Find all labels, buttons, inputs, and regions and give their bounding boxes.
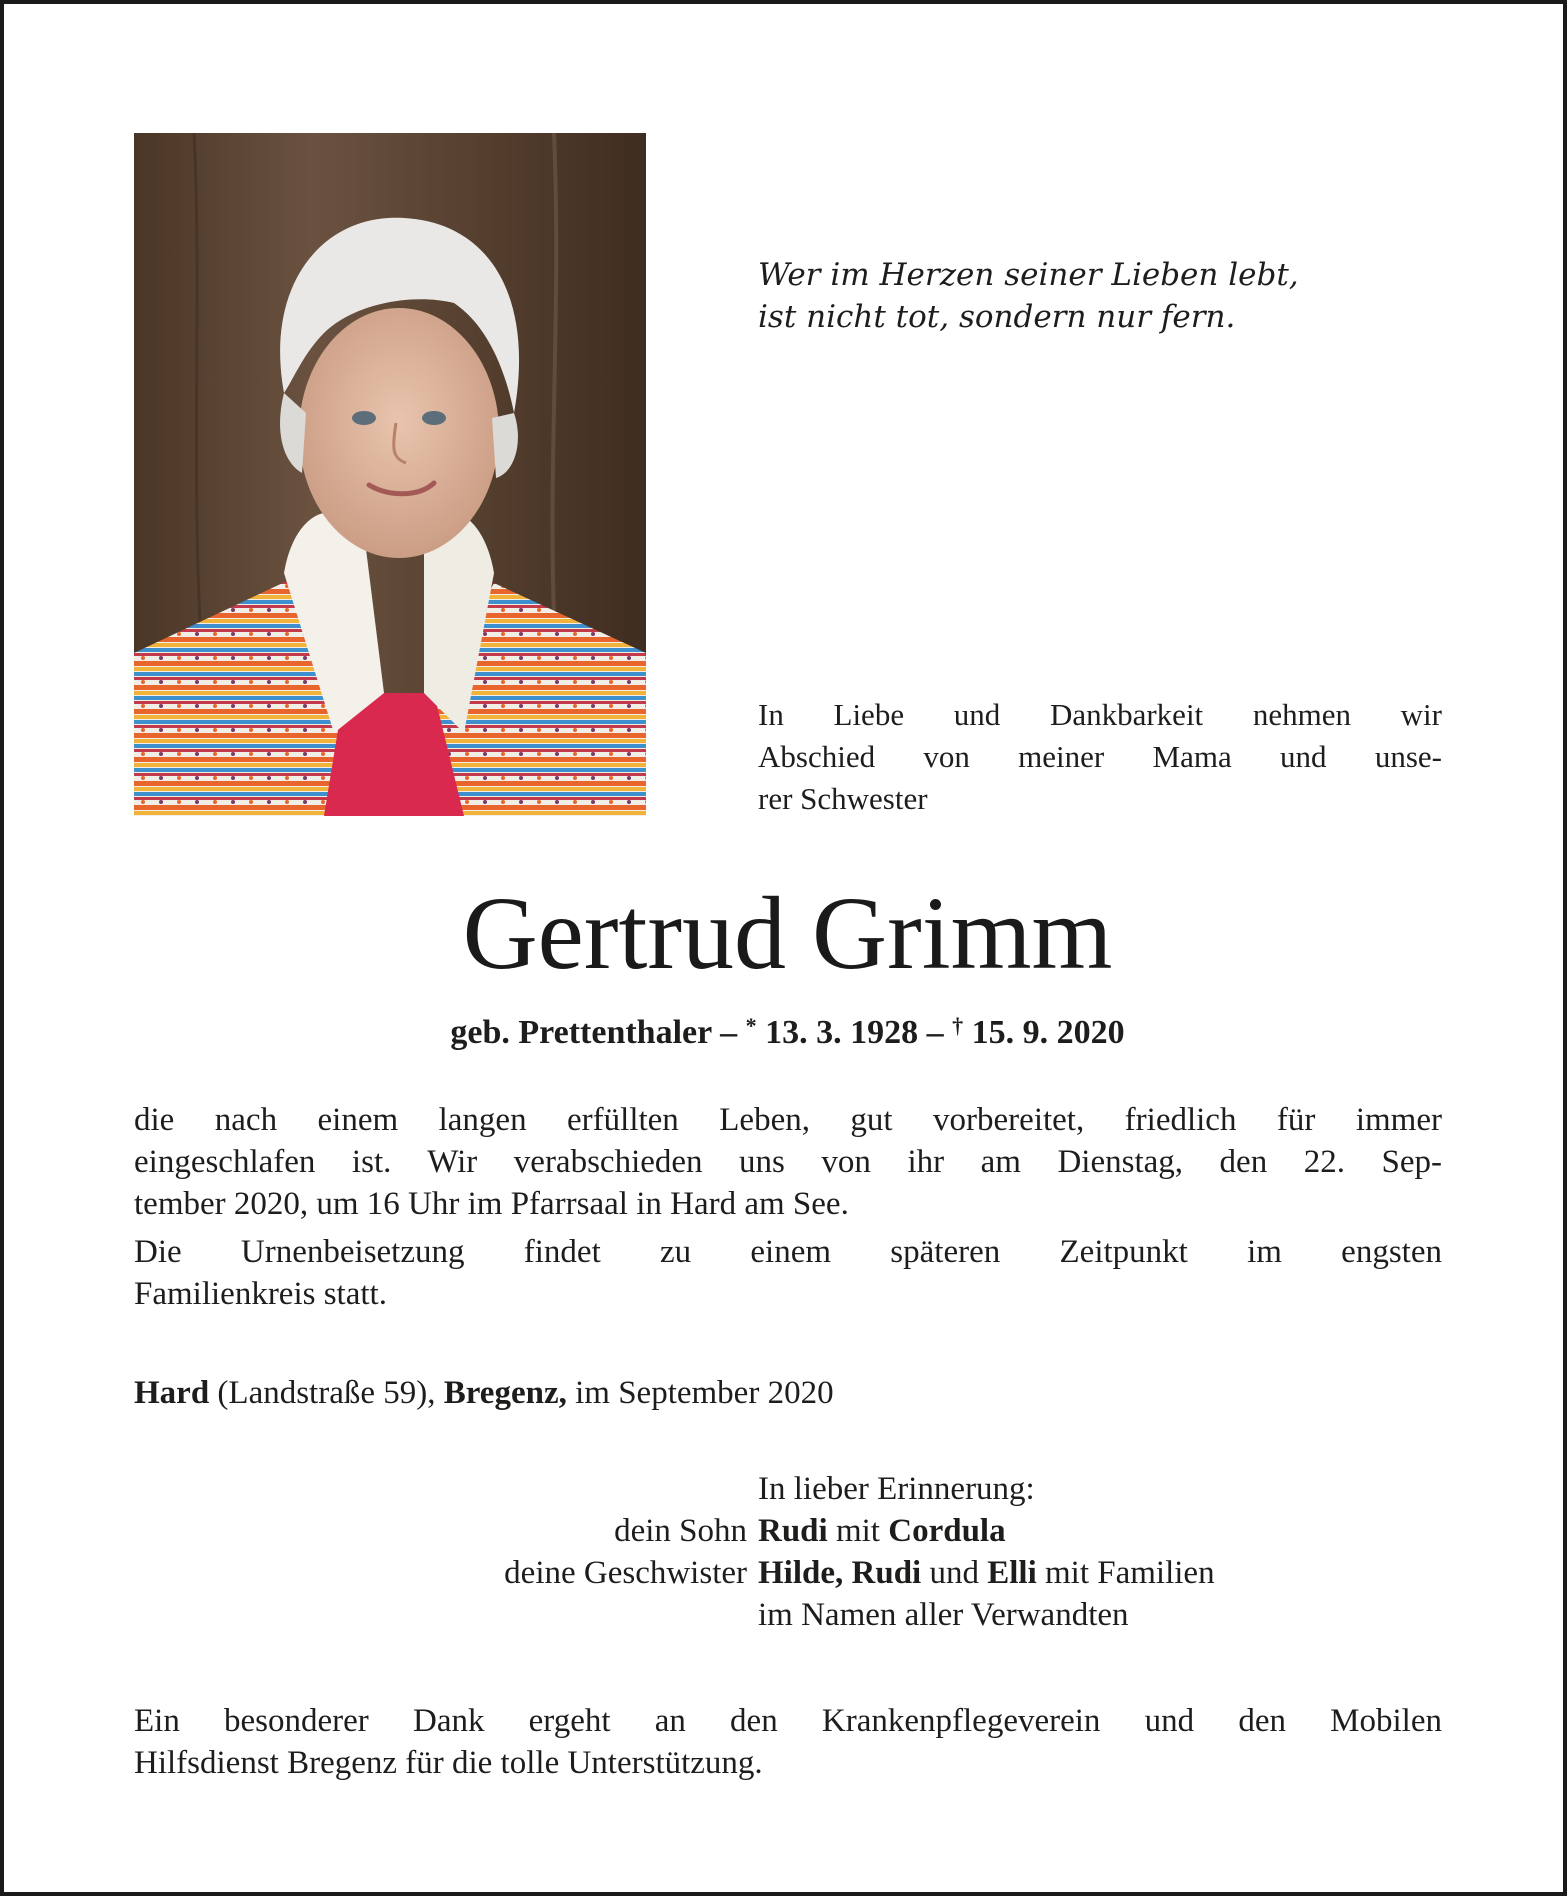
memorial-quote — [758, 254, 1458, 338]
announcement-line: Familienkreis statt. — [134, 1276, 387, 1312]
announcement-line: Die Urnenbeisetzung findet zu einem späteren Zeitpunkt im engsten — [134, 1234, 1442, 1270]
mourners-list — [134, 1468, 1442, 1636]
death-date: 15. 9. 2020 — [963, 1014, 1125, 1051]
sibling-name: Elli — [987, 1555, 1037, 1591]
life-dates — [4, 1004, 1567, 1055]
intro-text — [758, 694, 1442, 820]
siblings-suffix: mit Familien — [1036, 1555, 1215, 1591]
month-year: im September 2020 — [566, 1375, 834, 1411]
deceased-name: Gertrud Grimm — [462, 876, 1113, 991]
intro-line: In Liebe und Dankbarkeit nehmen wir — [758, 697, 1442, 732]
announcement-line: eingeschlafen ist. Wir verabschieden uns von ihr am Dienstag, den 22. Sep- — [134, 1144, 1442, 1180]
quote-line: ist nicht tot, sondern nur fern. — [758, 299, 1236, 335]
connector: und — [921, 1555, 988, 1591]
town-bregenz: Bregenz, — [443, 1375, 567, 1411]
birth-symbol: * — [745, 1013, 757, 1038]
son-partner: Cordula — [888, 1513, 1006, 1549]
place-date-line — [134, 1372, 1442, 1414]
son-row — [134, 1510, 1442, 1552]
portrait-illustration — [134, 133, 646, 816]
memory-heading-row — [134, 1468, 1442, 1510]
birth-name: geb. Prettenthaler — [450, 1014, 712, 1051]
relatives-row — [134, 1594, 1442, 1636]
intro-line: Abschied von meiner Mama und unse- — [758, 739, 1442, 774]
address: (Landstraße 59), — [209, 1375, 444, 1411]
thanks-line: Ein besonderer Dank ergeht an den Krankenpflegeverein und den Mobilen — [134, 1703, 1442, 1739]
separator: – — [918, 1014, 953, 1051]
portrait-photo — [134, 133, 646, 816]
birth-date: 13. 3. 1928 — [756, 1014, 919, 1051]
announcement-text — [134, 1099, 1442, 1315]
siblings-label: deine Geschwister — [504, 1555, 747, 1591]
separator: – — [711, 1014, 746, 1051]
town-hard: Hard — [134, 1375, 210, 1411]
thanks-line: Hilfsdienst Bregenz für die tolle Unterstützung. — [134, 1745, 763, 1781]
relatives-text: im Namen aller Verwandten — [758, 1597, 1129, 1633]
announcement-line: tember 2020, um 16 Uhr im Pfarrsaal in Hard am See. — [134, 1186, 849, 1222]
death-symbol: † — [952, 1013, 964, 1038]
son-name: Rudi — [758, 1513, 828, 1549]
quote-line: Wer im Herzen seiner Lieben lebt, — [758, 257, 1299, 293]
thanks-text — [134, 1700, 1442, 1784]
siblings-row — [134, 1552, 1442, 1594]
announcement-line: die nach einem langen erfüllten Leben, gut vorbereitet, friedlich für immer — [134, 1102, 1442, 1138]
memory-heading: In lieber Erinnerung: — [758, 1471, 1035, 1507]
siblings-names: Hilde, Rudi — [758, 1555, 922, 1591]
son-label: dein Sohn — [614, 1513, 747, 1549]
connector: mit — [827, 1513, 889, 1549]
intro-line: rer Schwester — [758, 781, 928, 816]
